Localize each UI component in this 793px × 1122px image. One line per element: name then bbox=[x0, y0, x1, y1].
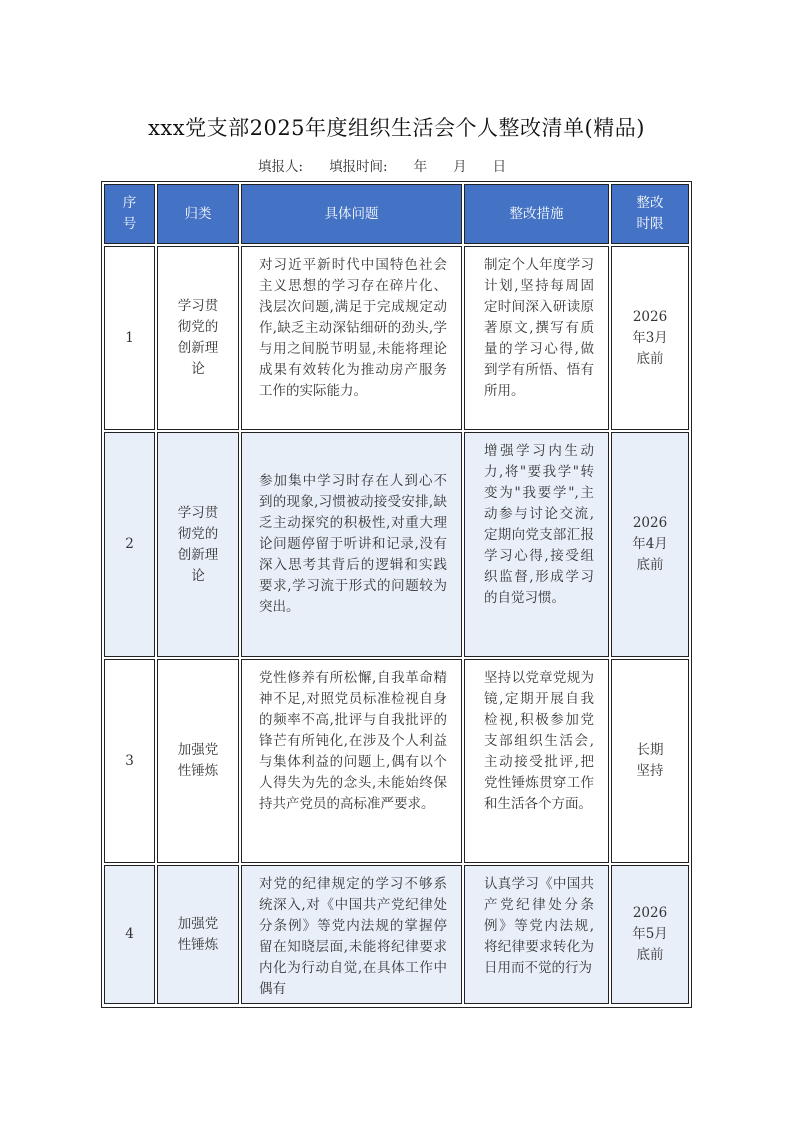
month-label: 月 bbox=[453, 159, 467, 175]
row-1-no: 1 bbox=[104, 246, 155, 430]
rectification-table bbox=[101, 181, 692, 1008]
header-problem: 具体问题 bbox=[241, 184, 462, 244]
row-1-measure: 制定个人年度学习计划,坚持每周固定时间深入研读原著原文,撰写有质量的学习心得,做到学有所悟、悟有所用。 bbox=[464, 246, 609, 430]
row-3-problem: 党性修养有所松懈,自我革命精神不足,对照党员标准检视自身的频率不高,批评与自我批评的锋芒有所钝化,在涉及个人利益与集体利益的问题上,偶有以个人得失为先的念头,未能始终保持共产党员的高标准严要求。 bbox=[241, 659, 462, 863]
row-2-no: 2 bbox=[104, 432, 155, 657]
row-1-deadline: 2026 年3月 底前 bbox=[611, 246, 689, 430]
page-title: xxx党支部2025年度组织生活会个人整改清单(精品) bbox=[148, 116, 645, 140]
row-4-measure: 认真学习《中国共产党纪律处分条例》等党内法规,将纪律要求转化为日用而不觉的行为 bbox=[464, 865, 609, 1004]
day-label: 日 bbox=[492, 159, 507, 175]
header-no: 序 号 bbox=[104, 184, 155, 244]
header-category: 归类 bbox=[157, 184, 239, 244]
filler-label: 填报人: bbox=[258, 159, 304, 175]
row-1-problem: 对习近平新时代中国特色社会主义思想的学习存在碎片化、浅层次问题,满足于完成规定动作,缺乏主动深钻细研的劲头,学与用之间脱节明显,未能将理论成果有效转化为推动房产服务工作的实际能力。 bbox=[241, 246, 462, 430]
row-3-measure: 坚持以党章党规为镜,定期开展自我检视,积极参加党支部组织生活会,主动接受批评,把党性锤炼贯穿工作和生活各个方面。 bbox=[464, 659, 609, 863]
row-4-problem: 对党的纪律规定的学习不够系统深入,对《中国共产党纪律处分条例》等党内法规的掌握停留在知晓层面,未能将纪律要求内化为行动自觉,在具体工作中偶有 bbox=[241, 865, 462, 1004]
row-1-category: 学习贯 彻党的 创新理 论 bbox=[157, 246, 239, 430]
row-2-measure: 增强学习内生动力,将"要我学"转变为"我要学",主动参与讨论交流,定期向党支部汇报学习心得,接受组织监督,形成学习的自觉习惯。 bbox=[464, 432, 609, 657]
row-3-deadline: 长期 坚持 bbox=[611, 659, 689, 863]
row-4-no: 4 bbox=[104, 865, 155, 1004]
row-3-no: 3 bbox=[104, 659, 155, 863]
row-2-problem: 参加集中学习时存在人到心不到的现象,习惯被动接受安排,缺乏主动探究的积极性,对重大理论问题停留于听讲和记录,没有深入思考其背后的逻辑和实践要求,学习流于形式的问题较为突出。 bbox=[241, 432, 462, 657]
row-4-deadline: 2026 年5月 底前 bbox=[611, 865, 689, 1004]
fill-time-label: 填报时间: bbox=[329, 159, 388, 175]
header-deadline: 整改 时限 bbox=[611, 184, 689, 244]
form-info-line bbox=[258, 155, 506, 175]
row-2-deadline: 2026 年4月 底前 bbox=[611, 432, 689, 657]
year-label: 年 bbox=[413, 159, 428, 175]
header-measure: 整改措施 bbox=[464, 184, 609, 244]
row-4-category: 加强党 性锤炼 bbox=[157, 865, 239, 1004]
row-3-category: 加强党 性锤炼 bbox=[157, 659, 239, 863]
row-2-category: 学习贯 彻党的 创新理 论 bbox=[157, 432, 239, 657]
